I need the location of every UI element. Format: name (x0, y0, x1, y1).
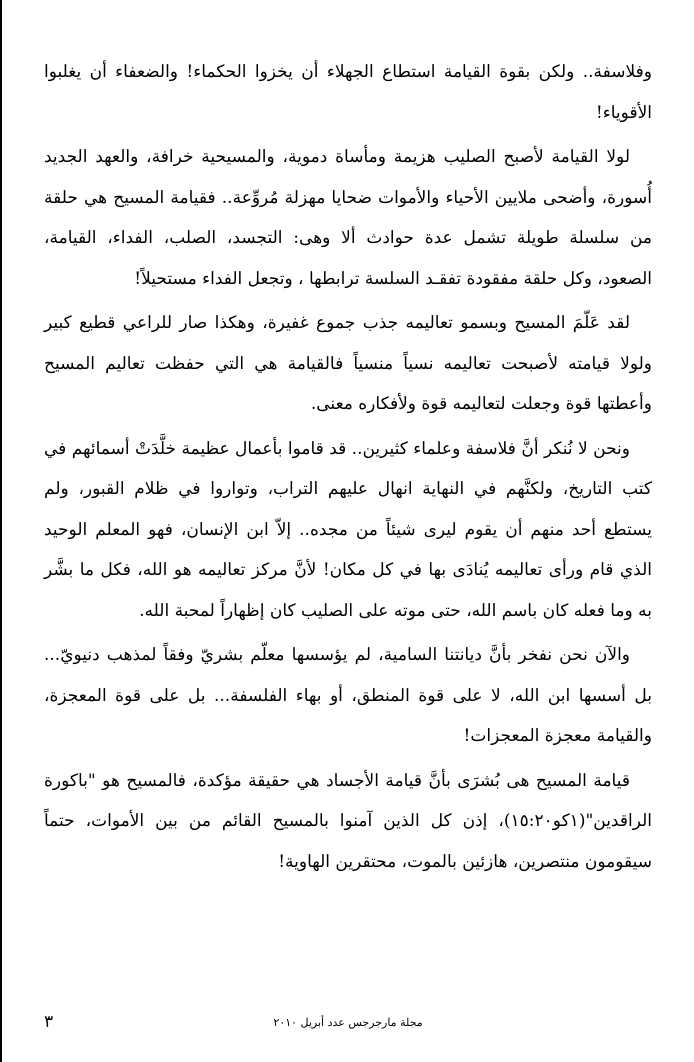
paragraph-philosophers: ونحن لا نُنكر أنَّ فلاسفة وعلماء كثيرين.. قد قاموا بأعمال عظيمة خلَّدَتْ أسمائهم في كتب التاريخ، ولكنَّهم في النهاية انهال عليهم التراب، وتواروا في ظلام القبور، ولم يستطع أحد منهم أن يقوم ليرى شيئاً من مجده.. إلاّ ابن الإنسان، فهو المعلم الوحيد الذي قام ورأى تعاليمه يُنادَى بها في كل مكان! لأنَّ مركز تعاليمه هو الله، فكل ما بشَّر به وما فعله كان باسم الله، حتى موته على الصليب كان إظهاراً لمحبة الله. (44, 438, 652, 621)
page-footer (44, 1012, 652, 1036)
footer-caption: مجلة مارجرجس عدد أبريل ٢٠١٠ (273, 1016, 423, 1029)
paragraph-continuation: وفلاسفة.. ولكن بقوة القيامة استطاع الجهلاء أن يخزوا الحكماء! والضعفاء أن يغلبوا الأقوياء! (44, 62, 652, 123)
page-number: ٣ (44, 1012, 54, 1032)
article-body (44, 52, 652, 886)
paragraph-teachings: لقد عَلّمَ المسيح وبسمو تعاليمه جذب جموع غفيرة، وهكذا صار للراعي قطيع كبير ولولا قيامته لأصبحت تعاليمه نسياً منسياً فالقيامة هي التي حفظت تعاليم المسيح وأعطتها قوة وجعلت لتعاليمه قوة ولأفكاره معنى. (44, 313, 652, 414)
paragraph-resurrection-chain: لولا القيامة لأصبح الصليب هزيمة ومأساة دموية، والمسيحية خرافة، والعهد الجديد أُسورة، وأضحى ملايين الأحياء والأموات ضحايا مهزلة مُروِّعة.. فقيامة المسيح هي حلقة من سلسلة طويلة تشمل عدة حوادث ألا وهى: التجسد، الصلب، الفداء، القيامة، الصعود، وكل حلقة مفقودة تفقـد السلسة ترابطها ، وتجعل الفداء مستحيلاً! (44, 147, 652, 289)
paragraph-our-faith: والآن نحن نفخر بأنَّ ديانتنا السامية، لم يؤسسها معلّم بشريّ وفقاً لمذهب دنيويّ... بل أسسها ابن الله، لا على قوة المنطق، أو بهاء الفلسفة... بل على قوة المعجزة، والقيامة معجزة المعجزات! (44, 645, 652, 746)
paragraph-firstfruits: قيامة المسيح هى بُشرَى بأنَّ قيامة الأجساد هي حقيقة مؤكدة، فالمسيح هو "باكورة الراقدين"(١كو١٥:٢٠)، إذن كل الذين آمنوا بالمسيح القائم من بين الأموات، حتماً سيقومون منتصرين، هازئين بالموت، محتقرين الهاوية! (44, 770, 652, 872)
